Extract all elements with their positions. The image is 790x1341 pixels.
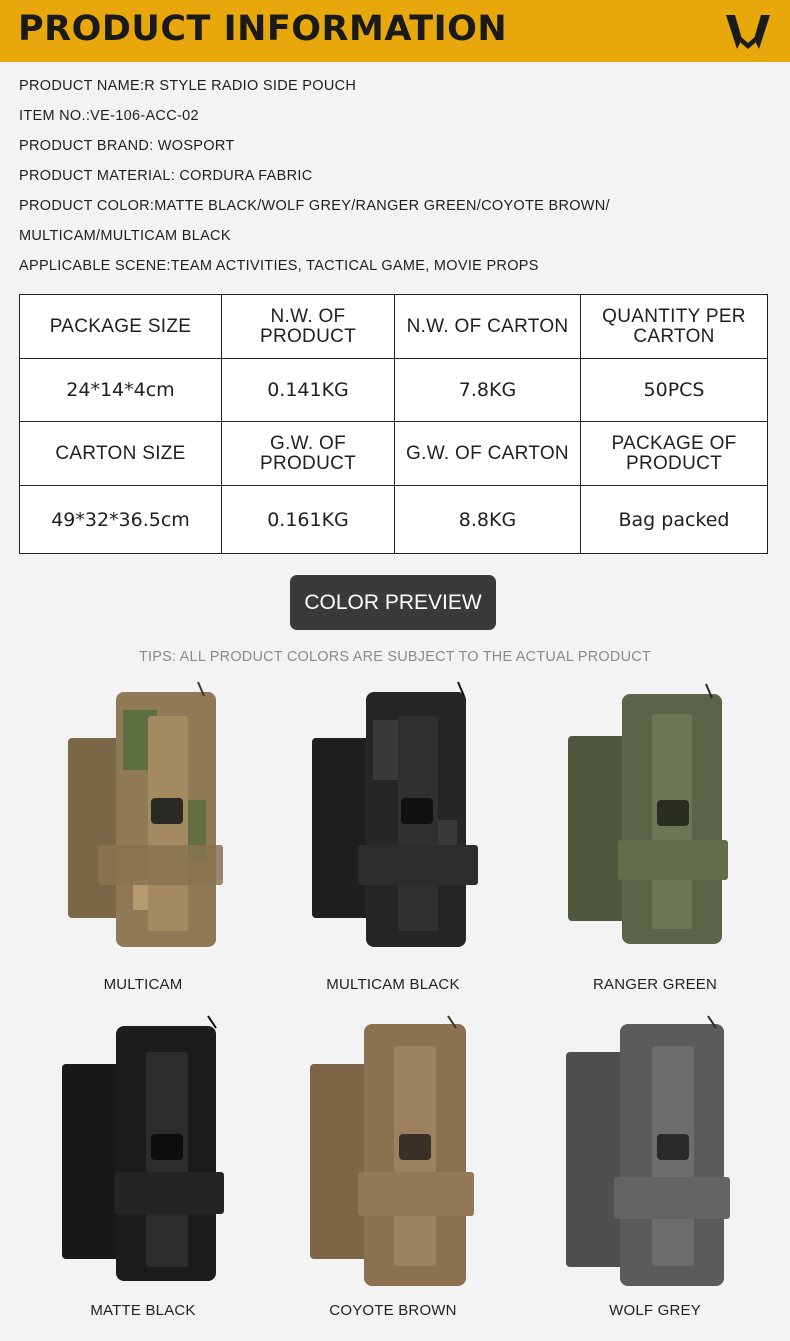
header-package-size: PACKAGE SIZE	[20, 295, 222, 359]
info-color-cont: MULTICAM/MULTICAM BLACK	[19, 228, 231, 244]
pouch-ranger-green-image	[530, 680, 780, 960]
product-image-multicam	[18, 680, 268, 960]
header-nw-carton: N.W. OF CARTON	[395, 295, 581, 359]
table-row	[20, 359, 768, 422]
pouch-wolf-grey-image	[530, 1012, 780, 1292]
color-label-ranger-green: RANGER GREEN	[592, 976, 718, 993]
pouch-multicam-image	[18, 680, 268, 960]
page-title: PRODUCT INFORMATION	[18, 9, 508, 49]
value-gw-product: 0.161KG	[222, 486, 395, 554]
product-info-list	[19, 71, 779, 281]
header-package-of-product: PACKAGE OF PRODUCT	[581, 422, 768, 486]
product-image-matte-black	[18, 1012, 268, 1292]
product-image-ranger-green	[530, 680, 780, 960]
product-image-wolf-grey	[530, 1012, 780, 1292]
info-color: PRODUCT COLOR:MATTE BLACK/WOLF GREY/RANGER GREEN/COYOTE BROWN/	[19, 198, 610, 214]
table-row	[20, 486, 768, 554]
color-label-multicam: MULTICAM	[103, 976, 183, 993]
color-label-multicam-black: MULTICAM BLACK	[326, 976, 460, 993]
value-carton-size: 49*32*36.5cm	[20, 486, 222, 554]
info-brand: PRODUCT BRAND: WOSPORT	[19, 138, 235, 154]
header-gw-product: G.W. OF PRODUCT	[222, 422, 395, 486]
value-quantity-per-carton: 50PCS	[581, 359, 768, 422]
info-product-name: PRODUCT NAME:R STYLE RADIO SIDE POUCH	[19, 78, 357, 94]
spec-table	[19, 294, 768, 554]
header-quantity-per-carton: QUANTITY PER CARTON	[581, 295, 768, 359]
value-package-of-product: Bag packed	[581, 486, 768, 554]
color-preview-button[interactable]: COLOR PREVIEW	[290, 575, 496, 630]
info-material: PRODUCT MATERIAL: CORDURA FABRIC	[19, 168, 313, 184]
color-label-matte-black: MATTE BLACK	[90, 1302, 196, 1319]
value-nw-carton: 7.8KG	[395, 359, 581, 422]
header-gw-carton: G.W. OF CARTON	[395, 422, 581, 486]
header-bar	[0, 0, 790, 62]
table-row	[20, 295, 768, 359]
product-image-multicam-black	[268, 680, 518, 960]
pouch-coyote-brown-image	[268, 1012, 518, 1292]
product-image-coyote-brown	[268, 1012, 518, 1292]
value-nw-product: 0.141KG	[222, 359, 395, 422]
header-carton-size: CARTON SIZE	[20, 422, 222, 486]
value-package-size: 24*14*4cm	[20, 359, 222, 422]
color-label-coyote-brown: COYOTE BROWN	[329, 1302, 457, 1319]
info-scene: APPLICABLE SCENE:TEAM ACTIVITIES, TACTICAL GAME, MOVIE PROPS	[19, 258, 539, 274]
color-label-wolf-grey: WOLF GREY	[609, 1302, 701, 1319]
pouch-multicam-black-image	[268, 680, 518, 960]
color-tips: TIPS: ALL PRODUCT COLORS ARE SUBJECT TO THE ACTUAL PRODUCT	[139, 649, 651, 665]
info-item-no: ITEM NO.:VE-106-ACC-02	[19, 108, 199, 124]
table-row	[20, 422, 768, 486]
value-gw-carton: 8.8KG	[395, 486, 581, 554]
wosport-w-logo-icon	[726, 13, 770, 51]
header-nw-product: N.W. OF PRODUCT	[222, 295, 395, 359]
pouch-matte-black-image	[18, 1012, 268, 1292]
